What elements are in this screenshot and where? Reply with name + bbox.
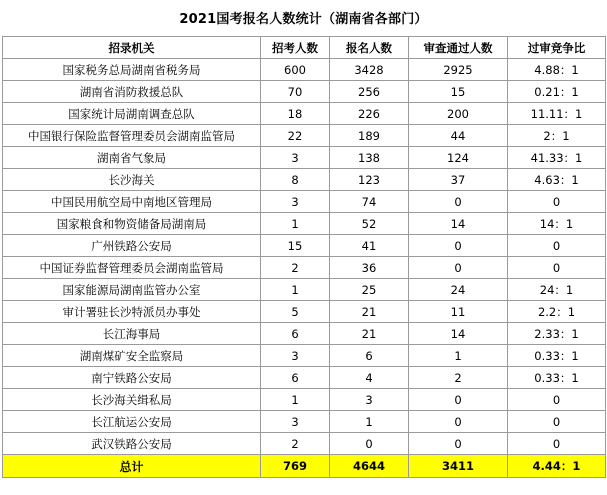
cell-positions: 2 — [261, 433, 330, 455]
cell-positions: 3 — [261, 411, 330, 433]
cell-approved: 0 — [409, 191, 508, 213]
cell-applicants: 3428 — [330, 59, 409, 81]
stats-table — [2, 36, 606, 478]
header-positions: 招考人数 — [261, 37, 330, 59]
cell-ratio: 0 — [508, 433, 606, 455]
header-agency: 招录机关 — [3, 37, 261, 59]
cell-applicants: 52 — [330, 213, 409, 235]
cell-agency: 湖南省气象局 — [3, 147, 261, 169]
table-row — [3, 191, 606, 213]
cell-positions: 1 — [261, 279, 330, 301]
cell-positions: 6 — [261, 367, 330, 389]
table-row — [3, 81, 606, 103]
cell-positions: 22 — [261, 125, 330, 147]
cell-positions: 3 — [261, 147, 330, 169]
cell-agency: 国家统计局湖南调查总队 — [3, 103, 261, 125]
cell-approved: 24 — [409, 279, 508, 301]
header-ratio: 过审竞争比 — [508, 37, 606, 59]
cell-agency: 长江航运公安局 — [3, 411, 261, 433]
total-positions: 769 — [261, 455, 330, 478]
cell-applicants: 3 — [330, 389, 409, 411]
cell-agency: 广州铁路公安局 — [3, 235, 261, 257]
cell-approved: 0 — [409, 257, 508, 279]
cell-applicants: 41 — [330, 235, 409, 257]
cell-positions: 18 — [261, 103, 330, 125]
cell-approved: 15 — [409, 81, 508, 103]
cell-approved: 2925 — [409, 59, 508, 81]
cell-ratio: 24：1 — [508, 279, 606, 301]
table-row — [3, 169, 606, 191]
table-row — [3, 411, 606, 433]
table-row — [3, 59, 606, 81]
table-row — [3, 389, 606, 411]
total-applicants: 4644 — [330, 455, 409, 478]
cell-agency: 湖南省消防救援总队 — [3, 81, 261, 103]
cell-approved: 1 — [409, 345, 508, 367]
cell-applicants: 123 — [330, 169, 409, 191]
table-row — [3, 433, 606, 455]
cell-applicants: 189 — [330, 125, 409, 147]
cell-agency: 国家税务总局湖南省税务局 — [3, 59, 261, 81]
cell-applicants: 4 — [330, 367, 409, 389]
cell-ratio: 11.11：1 — [508, 103, 606, 125]
cell-approved: 37 — [409, 169, 508, 191]
cell-ratio: 0 — [508, 257, 606, 279]
cell-positions: 70 — [261, 81, 330, 103]
table-row — [3, 257, 606, 279]
cell-ratio: 0 — [508, 235, 606, 257]
cell-applicants: 1 — [330, 411, 409, 433]
cell-applicants: 138 — [330, 147, 409, 169]
table-row — [3, 103, 606, 125]
cell-agency: 长沙海关 — [3, 169, 261, 191]
cell-applicants: 0 — [330, 433, 409, 455]
cell-ratio: 0.33：1 — [508, 367, 606, 389]
cell-positions: 15 — [261, 235, 330, 257]
cell-approved: 2 — [409, 367, 508, 389]
cell-ratio: 2：1 — [508, 125, 606, 147]
cell-positions: 2 — [261, 257, 330, 279]
cell-positions: 3 — [261, 345, 330, 367]
cell-agency: 中国民用航空局中南地区管理局 — [3, 191, 261, 213]
table-row — [3, 147, 606, 169]
cell-positions: 5 — [261, 301, 330, 323]
total-approved: 3411 — [409, 455, 508, 478]
total-label: 总计 — [3, 455, 261, 478]
cell-ratio: 14：1 — [508, 213, 606, 235]
cell-ratio: 0 — [508, 191, 606, 213]
cell-ratio: 0.21：1 — [508, 81, 606, 103]
cell-approved: 200 — [409, 103, 508, 125]
cell-ratio: 4.63：1 — [508, 169, 606, 191]
table-row — [3, 213, 606, 235]
cell-ratio: 0 — [508, 411, 606, 433]
cell-agency: 审计署驻长沙特派员办事处 — [3, 301, 261, 323]
cell-approved: 0 — [409, 411, 508, 433]
table-row — [3, 125, 606, 147]
table-row — [3, 367, 606, 389]
total-row — [3, 455, 606, 478]
cell-applicants: 25 — [330, 279, 409, 301]
cell-applicants: 74 — [330, 191, 409, 213]
cell-positions: 8 — [261, 169, 330, 191]
header-applicants: 报名人数 — [330, 37, 409, 59]
cell-agency: 中国银行保险监督管理委员会湖南监管局 — [3, 125, 261, 147]
cell-agency: 国家能源局湖南监管办公室 — [3, 279, 261, 301]
cell-approved: 14 — [409, 323, 508, 345]
cell-approved: 11 — [409, 301, 508, 323]
cell-applicants: 21 — [330, 301, 409, 323]
cell-approved: 44 — [409, 125, 508, 147]
cell-agency: 南宁铁路公安局 — [3, 367, 261, 389]
cell-applicants: 256 — [330, 81, 409, 103]
cell-ratio: 4.88：1 — [508, 59, 606, 81]
cell-agency: 长江海事局 — [3, 323, 261, 345]
page-title: 2021国考报名人数统计（湖南省各部门） — [179, 12, 428, 27]
cell-applicants: 6 — [330, 345, 409, 367]
cell-ratio: 41.33：1 — [508, 147, 606, 169]
table-row — [3, 301, 606, 323]
cell-applicants: 36 — [330, 257, 409, 279]
cell-agency: 国家粮食和物资储备局湖南局 — [3, 213, 261, 235]
cell-positions: 1 — [261, 389, 330, 411]
cell-ratio: 2.2：1 — [508, 301, 606, 323]
table-row — [3, 323, 606, 345]
cell-positions: 600 — [261, 59, 330, 81]
cell-positions: 6 — [261, 323, 330, 345]
total-ratio: 4.44：1 — [508, 455, 606, 478]
table-body — [3, 59, 606, 455]
cell-agency: 中国证券监督管理委员会湖南监管局 — [3, 257, 261, 279]
cell-ratio: 2.33：1 — [508, 323, 606, 345]
cell-agency: 长沙海关缉私局 — [3, 389, 261, 411]
cell-approved: 124 — [409, 147, 508, 169]
cell-approved: 0 — [409, 433, 508, 455]
header-approved: 审查通过人数 — [409, 37, 508, 59]
table-row — [3, 235, 606, 257]
cell-approved: 0 — [409, 235, 508, 257]
cell-ratio: 0.33：1 — [508, 345, 606, 367]
cell-agency: 湖南煤矿安全监察局 — [3, 345, 261, 367]
cell-positions: 3 — [261, 191, 330, 213]
table-row — [3, 345, 606, 367]
cell-ratio: 0 — [508, 389, 606, 411]
cell-applicants: 226 — [330, 103, 409, 125]
table-row — [3, 279, 606, 301]
cell-applicants: 21 — [330, 323, 409, 345]
cell-agency: 武汉铁路公安局 — [3, 433, 261, 455]
header-row — [3, 37, 606, 59]
cell-approved: 0 — [409, 389, 508, 411]
cell-positions: 1 — [261, 213, 330, 235]
cell-approved: 14 — [409, 213, 508, 235]
